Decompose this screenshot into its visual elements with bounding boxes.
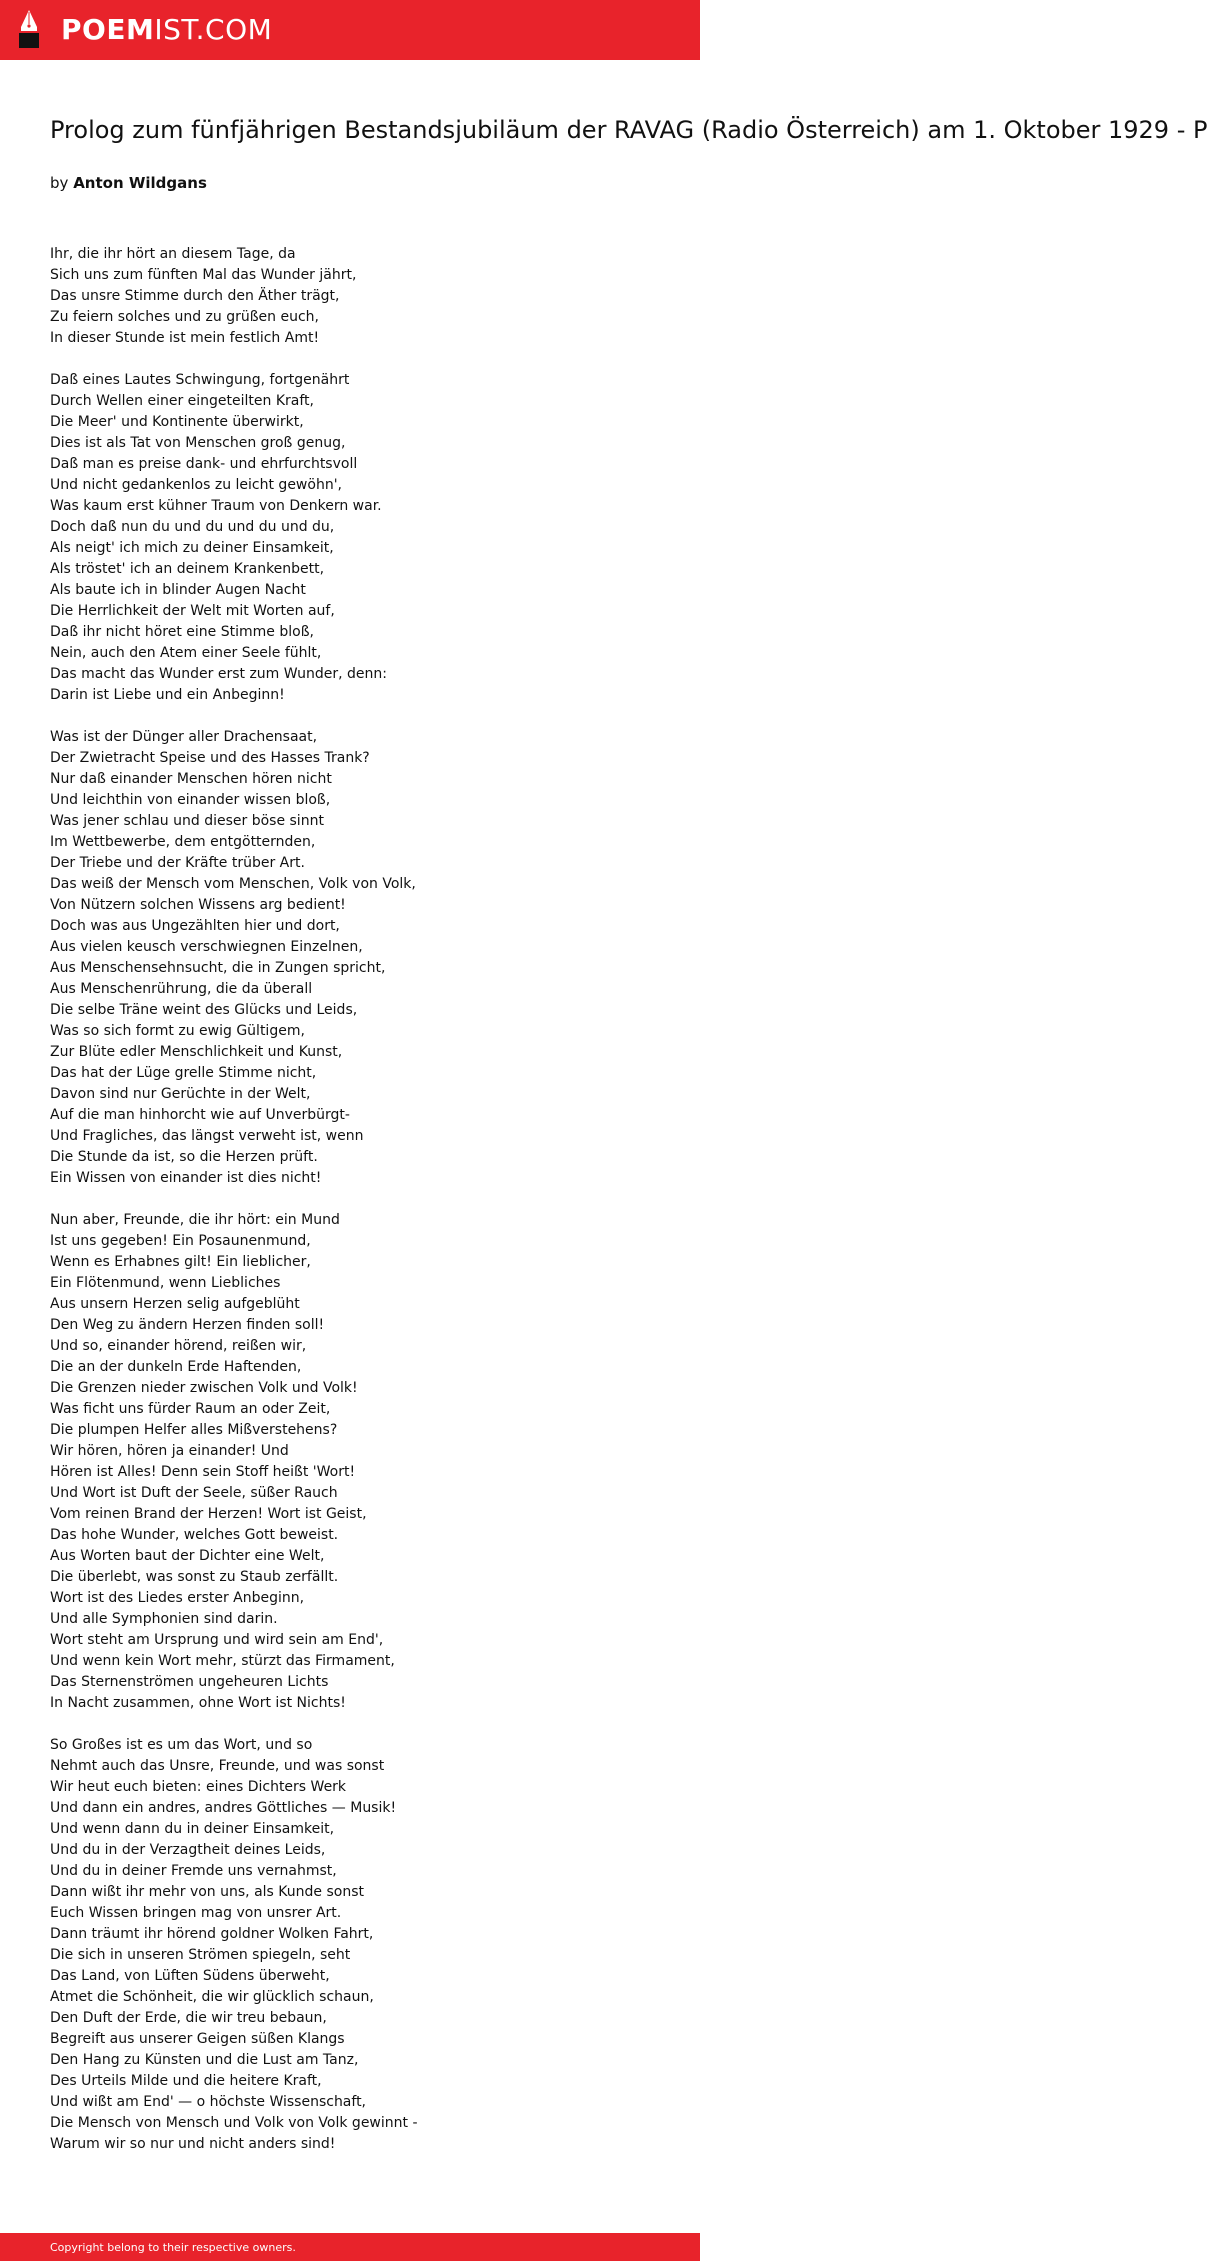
author-name[interactable]: Anton Wildgans (73, 174, 207, 192)
copyright-text: Copyright belong to their respective owners. (50, 2241, 296, 2254)
poem-line: Wir hören, hören ja einander! Und (50, 1443, 289, 1459)
poem-line: Wenn es Erhabnes gilt! Ein lieblicher, (50, 1254, 311, 1270)
poem-line: In dieser Stunde ist mein festlich Amt! (50, 330, 320, 346)
poem-line: Und du in der Verzagtheit deines Leids, (50, 1842, 326, 1858)
poem-line: Ein Wissen von einander ist dies nicht! (50, 1170, 322, 1186)
poem-stanza (50, 244, 670, 349)
poem-line: Auf die man hinhorcht wie auf Unverbürgt- (50, 1107, 350, 1123)
poem-line: Dann wißt ihr mehr von uns, als Kunde sonst (50, 1884, 364, 1900)
poem-line: Darin ist Liebe und ein Anbeginn! (50, 687, 285, 703)
poem-line: Als baute ich in blinder Augen Nacht (50, 582, 306, 598)
site-footer (0, 2233, 700, 2261)
poem-line: Was kaum erst kühner Traum von Denkern war. (50, 498, 382, 514)
poem-line: Von Nützern solchen Wissens arg bedient! (50, 897, 346, 913)
site-logo[interactable] (61, 11, 272, 49)
poem-line: Wir heut euch bieten: eines Dichters Werk (50, 1779, 347, 1795)
poem-line: Aus Menschensehnsucht, die in Zungen spricht, (50, 960, 386, 976)
poem-line: Der Triebe und der Kräfte trüber Art. (50, 855, 305, 871)
poem-line: Und Fragliches, das längst verweht ist, wenn (50, 1128, 364, 1144)
logo-bold-text: POEM (61, 13, 155, 46)
poem-line: Was jener schlau und dieser böse sinnt (50, 813, 324, 829)
poem-line: Und alle Symphonien sind darin. (50, 1611, 278, 1627)
poem-line: Des Urteils Milde und die heitere Kraft, (50, 2073, 322, 2089)
poem-line: Die Grenzen nieder zwischen Volk und Volk! (50, 1380, 358, 1396)
logo-light-text: IST.COM (154, 13, 273, 46)
poem-line: Zu feiern solches und zu grüßen euch, (50, 309, 320, 325)
poem-line: Die plumpen Helfer alles Mißverstehens? (50, 1422, 338, 1438)
poem-line: Die Meer' und Kontinente überwirkt, (50, 414, 304, 430)
poem-line: Das Sternenströmen ungeheuren Lichts (50, 1674, 329, 1690)
poem-line: Euch Wissen bringen mag von unsrer Art. (50, 1905, 342, 1921)
poem-stanza (50, 1210, 670, 1714)
poem-stanza (50, 1735, 670, 2155)
poem-line: Doch was aus Ungezählten hier und dort, (50, 918, 340, 934)
poem-body (50, 244, 670, 2176)
poem-line: Den Weg zu ändern Herzen finden soll! (50, 1317, 325, 1333)
poem-line: Aus Worten baut der Dichter eine Welt, (50, 1548, 325, 1564)
poem-line: Die Stunde da ist, so die Herzen prüft. (50, 1149, 318, 1165)
poem-line: Durch Wellen einer eingeteilten Kraft, (50, 393, 314, 409)
poem-line: Begreift aus unserer Geigen süßen Klangs (50, 2031, 345, 2047)
site-header (0, 0, 700, 60)
poem-line: Aus Menschenrührung, die da überall (50, 981, 313, 997)
poem-line: Ist uns gegeben! Ein Posaunenmund, (50, 1233, 311, 1249)
poem-line: Daß man es preise dank- und ehrfurchtsvoll (50, 456, 358, 472)
poem-line: Als tröstet' ich an deinem Krankenbett, (50, 561, 325, 577)
poem-line: Aus vielen keusch verschwiegnen Einzelnen, (50, 939, 363, 955)
poem-line: Und du in deiner Fremde uns vernahmst, (50, 1863, 337, 1879)
pen-nib-icon[interactable] (17, 9, 41, 51)
poem-line: Und so, einander hörend, reißen wir, (50, 1338, 307, 1354)
poem-line: Das hat der Lüge grelle Stimme nicht, (50, 1065, 317, 1081)
poem-line: Nur daß einander Menschen hören nicht (50, 771, 332, 787)
poem-line: Ihr, die ihr hört an diesem Tage, da (50, 246, 296, 262)
poem-line: Atmet die Schönheit, die wir glücklich schaun, (50, 1989, 374, 2005)
poem-line: Nun aber, Freunde, die ihr hört: ein Mund (50, 1212, 340, 1228)
poem-line: Die sich in unseren Strömen spiegeln, seht (50, 1947, 351, 1963)
poem-line: Ein Flötenmund, wenn Liebliches (50, 1275, 281, 1291)
poem-line: Doch daß nun du und du und du und du, (50, 519, 335, 535)
poem-line: Und nicht gedankenlos zu leicht gewöhn', (50, 477, 342, 493)
poem-line: Die an der dunkeln Erde Haftenden, (50, 1359, 302, 1375)
poem-line: Die Herrlichkeit der Welt mit Worten auf, (50, 603, 335, 619)
poem-line: Das macht das Wunder erst zum Wunder, denn: (50, 666, 387, 682)
poem-line: Und wenn kein Wort mehr, stürzt das Firmament, (50, 1653, 395, 1669)
poem-line: Hören ist Alles! Denn sein Stoff heißt 'Wort! (50, 1464, 356, 1480)
poem-line: Aus unsern Herzen selig aufgeblüht (50, 1296, 300, 1312)
poem-stanza (50, 727, 670, 1189)
poem-line: Der Zwietracht Speise und des Hasses Trank? (50, 750, 370, 766)
poem-line: Nehmt auch das Unsre, Freunde, und was sonst (50, 1758, 385, 1774)
poem-line: Dies ist als Tat von Menschen groß genug, (50, 435, 346, 451)
poem-line: Und wißt am End' — o höchste Wissenschaft, (50, 2094, 367, 2110)
poem-line: Und leichthin von einander wissen bloß, (50, 792, 331, 808)
poem-line: Das Land, von Lüften Südens überweht, (50, 1968, 330, 1984)
poem-line: Was ist der Dünger aller Drachensaat, (50, 729, 318, 745)
poem-line: Davon sind nur Gerüchte in der Welt, (50, 1086, 311, 1102)
poem-line: Das hohe Wunder, welches Gott beweist. (50, 1527, 339, 1543)
poem-title: Prolog zum fünfjährigen Bestandsjubiläum der RAVAG (Radio Österreich) am 1. Oktober 1929 - P (50, 116, 1207, 144)
poem-line: Und Wort ist Duft der Seele, süßer Rauch (50, 1485, 338, 1501)
poem-line: Wort steht am Ursprung und wird sein am End', (50, 1632, 384, 1648)
by-label: by (50, 174, 69, 192)
poem-line: Das unsre Stimme durch den Äther trägt, (50, 288, 340, 304)
poem-line: Sich uns zum fünften Mal das Wunder jährt, (50, 267, 357, 283)
poem-line: Als neigt' ich mich zu deiner Einsamkeit, (50, 540, 334, 556)
poem-line: Die selbe Träne weint des Glücks und Leids, (50, 1002, 358, 1018)
poem-line: Vom reinen Brand der Herzen! Wort ist Geist, (50, 1506, 367, 1522)
poem-line: In Nacht zusammen, ohne Wort ist Nichts! (50, 1695, 346, 1711)
poem-stanza (50, 370, 670, 706)
poem-line: Was so sich formt zu ewig Gültigem, (50, 1023, 305, 1039)
poem-line: Was ficht uns fürder Raum an oder Zeit, (50, 1401, 331, 1417)
poem-line: Zur Blüte edler Menschlichkeit und Kunst, (50, 1044, 343, 1060)
poem-line: Im Wettbewerbe, dem entgötternden, (50, 834, 316, 850)
poem-line: Den Hang zu Künsten und die Lust am Tanz, (50, 2052, 359, 2068)
poem-line: Daß ihr nicht höret eine Stimme bloß, (50, 624, 314, 640)
poem-line: Dann träumt ihr hörend goldner Wolken Fahrt, (50, 1926, 374, 1942)
poem-line: Das weiß der Mensch vom Menschen, Volk von Volk, (50, 876, 416, 892)
poem-line: Nein, auch den Atem einer Seele fühlt, (50, 645, 322, 661)
poem-line: Die Mensch von Mensch und Volk von Volk gewinnt - (50, 2115, 418, 2131)
poem-line: Den Duft der Erde, die wir treu bebaun, (50, 2010, 327, 2026)
poem-line: So Großes ist es um das Wort, und so (50, 1737, 313, 1753)
poem-line: Und dann ein andres, andres Göttliches — Musik! (50, 1800, 397, 1816)
poem-line: Daß eines Lautes Schwingung, fortgenährt (50, 372, 350, 388)
poem-line: Die überlebt, was sonst zu Staub zerfällt. (50, 1569, 339, 1585)
byline (50, 173, 207, 193)
poem-line: Wort ist des Liedes erster Anbeginn, (50, 1590, 305, 1606)
poem-line: Und wenn dann du in deiner Einsamkeit, (50, 1821, 335, 1837)
poem-line: Warum wir so nur und nicht anders sind! (50, 2136, 336, 2152)
